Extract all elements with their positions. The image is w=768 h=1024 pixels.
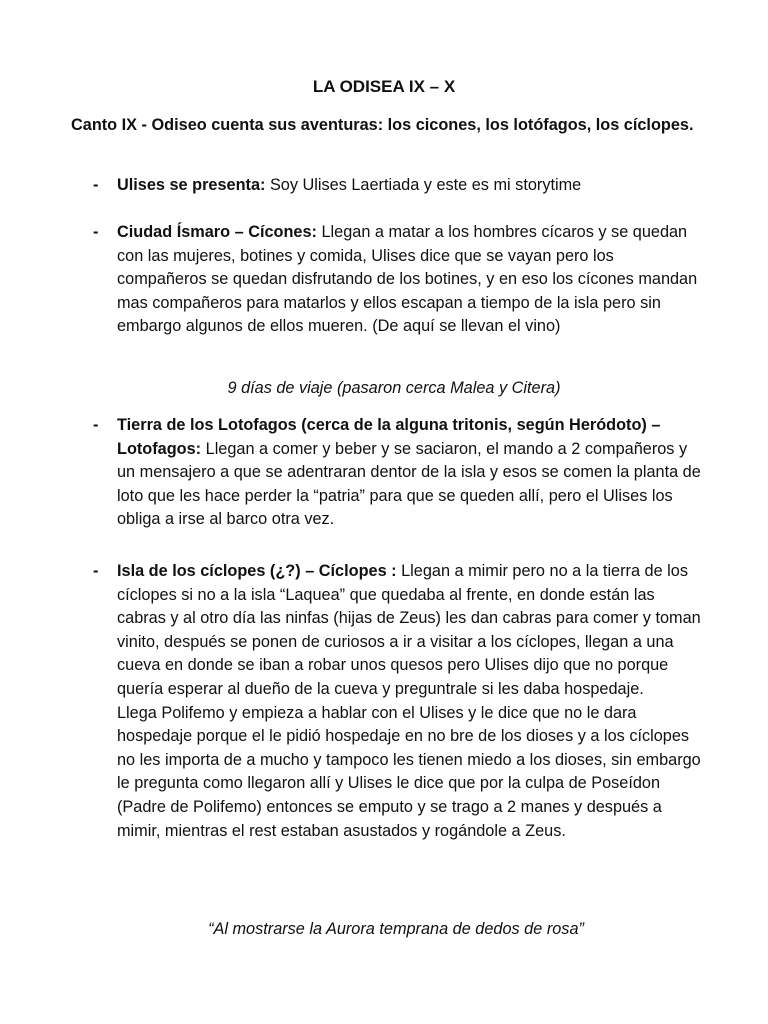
item-heading: Ciudad Ísmaro – Cícones: <box>117 223 317 241</box>
item-heading: Ulises se presenta: <box>117 176 266 194</box>
canto-heading: Canto IX - Odiseo cuenta sus aventuras: los cicones, los lotófagos, los cíclopes. <box>71 116 694 134</box>
bullet-dash: - <box>93 562 99 580</box>
item-heading: Tierra de los Lotofagos (cerca de la alguna tritonis, según Heródoto) – Lotofagos: <box>117 416 661 458</box>
item-text-paragraph-2: Llega Polifemo y empieza a hablar con el Ulises y le dice que no le dara hospedaje porque el le pidió hospedaje en no bre de los dioses y a los cíclopes no les importa de a mucho y tampoco les tienen miedo a los dioses, sin embargo le pregunta como llegaron allí y Ulises le dice que por la culpa de Poseídon (Padre de Polifemo) entonces se emputo y se trago a 2 manes y después a mimir, mientras el rest estaban asustados y rogándole a Zeus. <box>117 703 701 840</box>
page-title: LA ODISEA IX – X <box>312 77 456 96</box>
list-item-lotofagos <box>93 414 702 532</box>
item-text: Llegan a mimir pero no a la tierra de los cíclopes si no a la isla “Laquea” que quedaba al frente, en donde están las cabras y al otro día las ninfas (hijas de Zeus) les dan cabras para comer y toman vinito, después se ponen de curiosos a ir a visitar a los cíclopes, llegan a una cueva en donde se iban a robar unos quesos pero Ulises dijo que no porque quería esperar al dueño de la cueva y preguntrale si les daba hospedaje. <box>117 562 701 698</box>
voyage-note: 9 días de viaje (pasaron cerca Malea y Citera) <box>227 379 561 397</box>
list-item-ulises-presenta <box>93 174 702 198</box>
list-item-ciclopes <box>93 560 702 843</box>
item-heading: Isla de los cíclopes (¿?) – Cíclopes : <box>117 562 397 580</box>
item-text: Llegan a matar a los hombres cícaros y se quedan con las mujeres, botines y comida, Ulises dice que se vayan pero los compañeros se quedan disfrutando de los botines, y en eso los cícones mandan mas compañeros para matarlos y ellos escapan a tiempo de la isla pero sin embargo algunos de ellos mueren. (De aquí se llevan el vino) <box>117 223 698 336</box>
closing-quote: “Al mostrarse la Aurora temprana de dedos de rosa” <box>208 920 584 938</box>
bullet-dash: - <box>93 223 99 241</box>
list-item-ciudad-ismaro <box>93 221 702 339</box>
bullet-dash: - <box>93 416 99 434</box>
item-text: Soy Ulises Laertiada y este es mi storytime <box>265 176 582 194</box>
bullet-dash: - <box>93 176 99 194</box>
item-text: Llegan a comer y beber y se saciaron, el mando a 2 compañeros y un mensajero a que se adentraran dentor de la isla y esos se comen la planta de loto que les hace perder la “patria” para que se queden allí, pero el Ulises los obliga a irse al barco otra vez. <box>117 439 701 529</box>
